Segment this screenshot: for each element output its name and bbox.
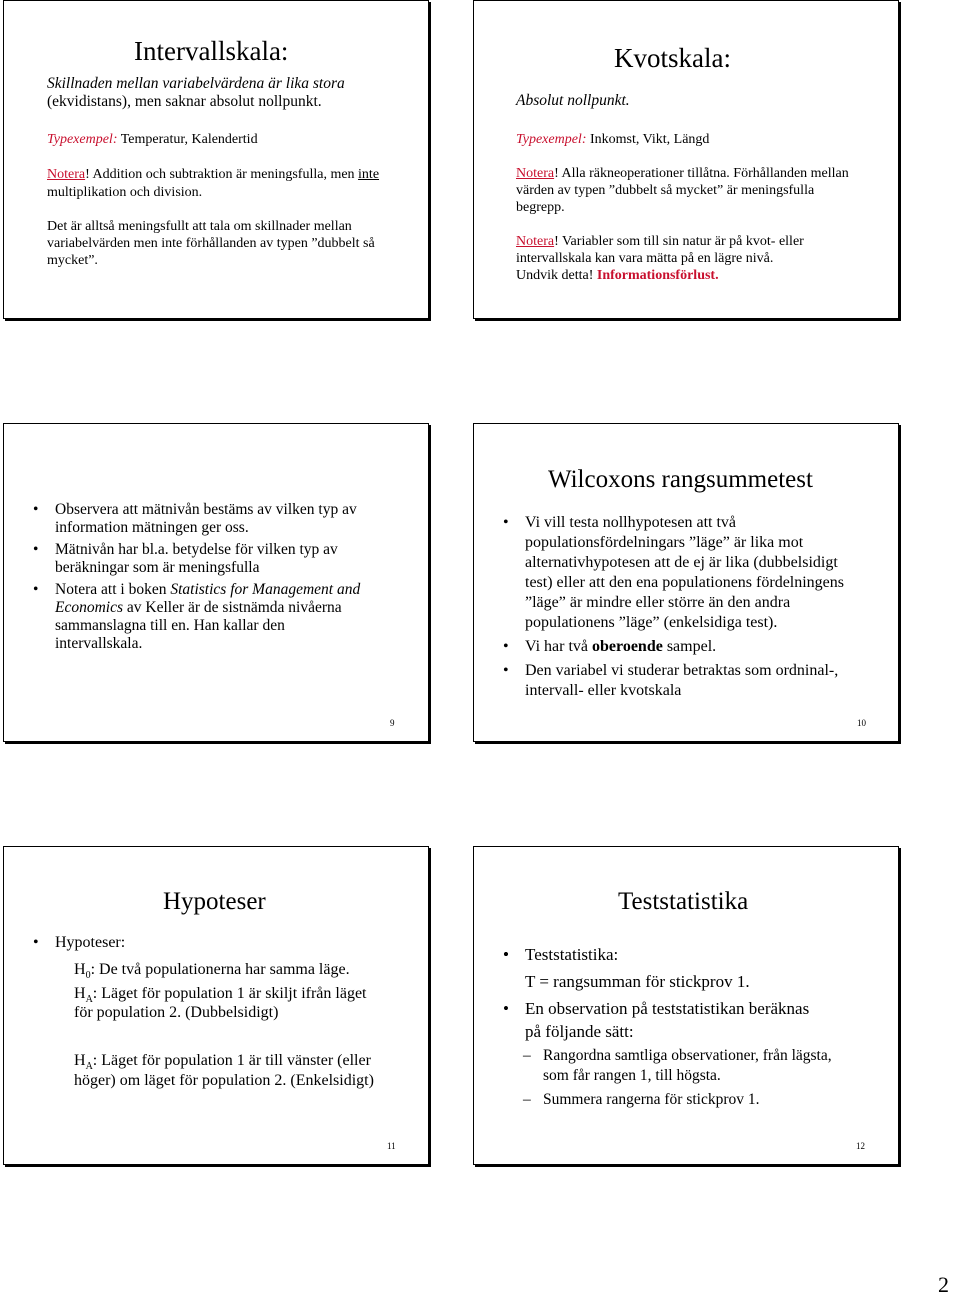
bullet-line: • Observera att mätnivån bestäms av vilken typ av xyxy=(55,501,357,520)
slide-number: 11 xyxy=(387,1141,396,1151)
slide-title: Wilcoxons rangsummetest xyxy=(548,466,813,493)
bullet-line: information mätningen ger oss. xyxy=(55,519,249,536)
paragraph-line: • Notera att i boken Statistics for Management and xyxy=(55,581,360,600)
slide-matnivaer xyxy=(3,423,429,742)
slide-wilcoxon xyxy=(473,423,899,742)
paragraph-line: Det är alltså meningsfullt att tala om skillnader mellan xyxy=(47,219,352,234)
bullet-line: • Vi vill testa nollhypotesen att två xyxy=(525,513,736,533)
definition-line: Absolut nollpunkt. xyxy=(516,92,630,109)
bullet-line: • Mätnivån har bl.a. betydelse för vilken typ av xyxy=(55,541,338,560)
example-label: Typexempel: xyxy=(516,132,587,147)
slide-intervallskala xyxy=(3,0,429,319)
slide-title: Teststatistika xyxy=(618,888,749,915)
paragraph-line: intervallskala. xyxy=(55,635,143,652)
bullet-line: • En observation på teststatistikan beräknas xyxy=(525,998,809,1019)
bullet-line: populationsfördelningars ”läge” är lika mot xyxy=(525,534,804,551)
slide-hypoteser xyxy=(3,846,429,1165)
bullet-line: alternativhypotesen att de ej är lika (dubbelsidigt xyxy=(525,554,838,571)
bullet-subline: T = rangsumman för stickprov 1. xyxy=(525,972,750,991)
slide-number: 12 xyxy=(856,1141,865,1151)
hypothesis-ha-one-sided: $H_A$: Läget för population 1 är till vänster (eller xyxy=(74,1052,371,1073)
note-line: begrepp. xyxy=(516,200,565,215)
example-line: Typexempel: Inkomst, Vikt, Längd xyxy=(516,132,710,147)
warning-text: Informationsförlust. xyxy=(596,268,719,283)
bullet-line: intervall- eller kvotskala xyxy=(525,682,682,699)
bullet-line: • Vi har två oberoende sampel. xyxy=(525,637,716,657)
note-label: Notera xyxy=(516,166,555,181)
note-line: multiplikation och division. xyxy=(47,185,203,200)
sub-bullet-line: – Summera rangerna för stickprov 1. xyxy=(543,1091,760,1110)
slide-number: 9 xyxy=(390,718,395,728)
bullet-line: test) eller att den ena populationens fördelningens xyxy=(525,574,845,591)
note-line: värden av typen ”dubbelt så mycket” är meningsfulla xyxy=(516,183,815,198)
sub-bullet-line: som får rangen 1, till högsta. xyxy=(543,1067,721,1084)
book-title: Statistics for Management and xyxy=(170,581,361,598)
hypothesis-ha-two-sided: $H_A$: Läget för population 1 är skiljt ifrån läget xyxy=(74,985,367,1006)
hypothesis-line: för population 2. (Dubbelsidigt) xyxy=(74,1004,279,1021)
note-line: Notera! Addition och subtraktion är meningsfulla, men inte xyxy=(47,167,380,182)
hypothesis-h0: $H_0$: De två populationerna har samma läge. xyxy=(74,961,350,982)
paragraph-line: mycket”. xyxy=(47,253,98,268)
slide-kvotskala xyxy=(473,0,899,319)
note-line: Notera! Variabler som till sin natur är på kvot- eller xyxy=(516,234,804,249)
bullet-line: • Den variabel vi studerar betraktas som ordninal-, xyxy=(525,661,838,681)
bullet-line: • Teststatistika: xyxy=(525,944,618,965)
bullet-line: på följande sätt: xyxy=(525,1022,634,1041)
book-title: Economics xyxy=(55,599,124,616)
sub-bullet-line: – Rangordna samtliga observationer, från lägsta, xyxy=(543,1047,832,1066)
note-label: Notera xyxy=(516,234,555,249)
bullet-line: • Hypoteser: xyxy=(55,933,125,953)
paragraph-line: sammanslagna till en. Han kallar den xyxy=(55,617,285,634)
example-line: Typexempel: Temperatur, Kalendertid xyxy=(47,132,258,147)
definition-line: (ekvidistans), men saknar absolut nollpunkt. xyxy=(47,93,322,110)
definition-line: Skillnaden mellan variabelvärdena är lika stora xyxy=(47,75,345,92)
slide-title: Intervallskala: xyxy=(134,36,289,66)
bullet-line: ”läge” är mindre eller större än den andra xyxy=(525,594,791,611)
slide-number: 10 xyxy=(857,718,866,728)
slide-teststatistika xyxy=(473,846,899,1165)
example-label: Typexempel: xyxy=(47,132,118,147)
note-line: intervallskala kan vara mätta på en lägre nivå. xyxy=(516,251,774,266)
page-number: 2 xyxy=(938,1272,949,1297)
paragraph-line: variabelvärden men inte förhållanden av typen ”dubbelt så xyxy=(47,236,375,251)
note-label: Notera xyxy=(47,167,86,182)
bullet-line: populationens ”läge” (enkelsidiga test). xyxy=(525,614,778,631)
note-line: Notera! Alla räkneoperationer tillåtna. Förhållanden mellan xyxy=(516,166,849,181)
bullet-line: beräkningar som är meningsfulla xyxy=(55,559,260,576)
note-line: Undvik detta! Informationsförlust. xyxy=(516,268,719,283)
hypothesis-line: höger) om läget för population 2. (Enkelsidigt) xyxy=(74,1072,374,1089)
slide-title: Hypoteser xyxy=(163,888,266,915)
slide-title: Kvotskala: xyxy=(614,43,731,73)
paragraph-line: Economics av Keller är de sistnämda nivåerna xyxy=(55,599,342,616)
emphasis: oberoende xyxy=(592,638,663,655)
